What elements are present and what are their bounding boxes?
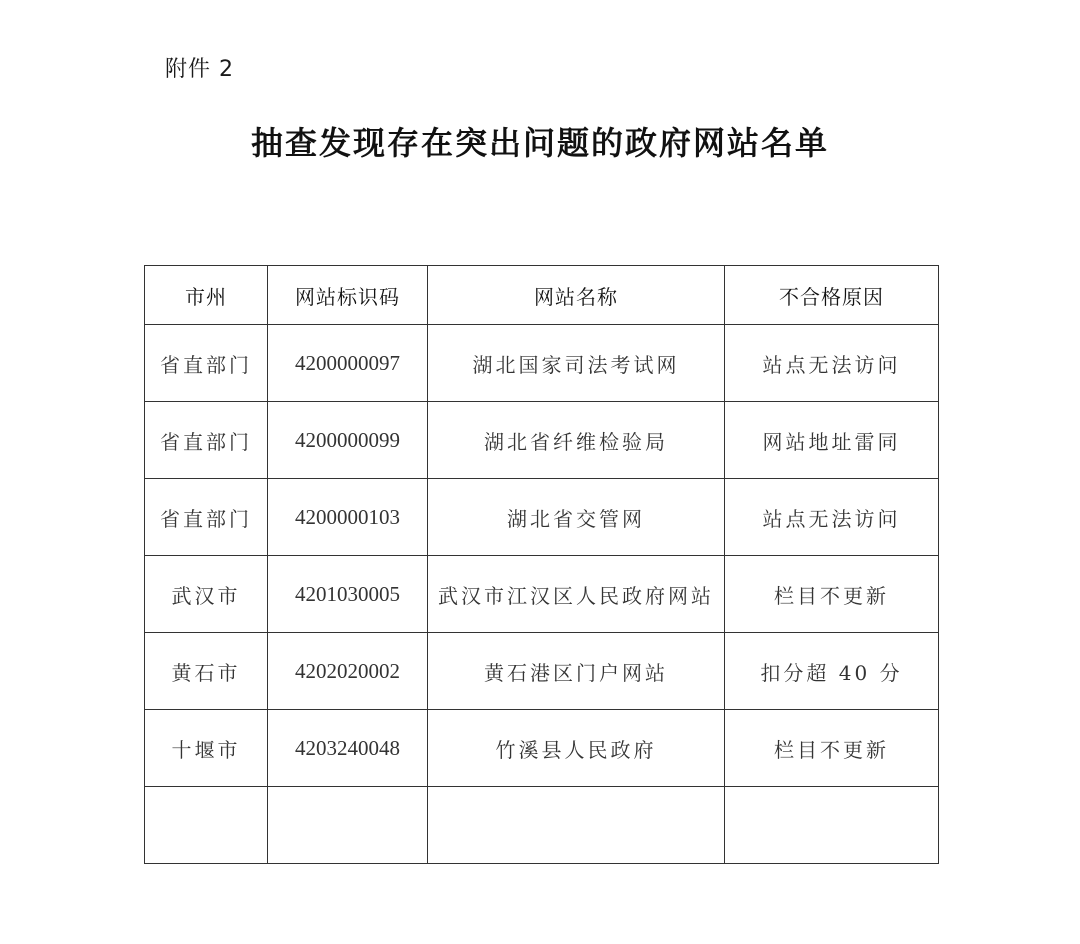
header-site-code: 网站标识码 [268,266,428,325]
cell-region: 十堰市 [145,710,268,787]
cell-site-code: 4201030005 [268,556,428,633]
cell-site-code: 4202020002 [268,633,428,710]
cell-site-code: 4200000103 [268,479,428,556]
cell-site-name: 湖北国家司法考试网 [428,325,725,402]
cell-site-name: 黄石港区门户网站 [428,633,725,710]
cell-site-name [428,787,725,864]
table-row [145,710,939,787]
table-row [145,556,939,633]
table-header-row [145,266,939,325]
cell-reason: 站点无法访问 [725,325,939,402]
cell-site-code: 4203240048 [268,710,428,787]
cell-region: 黄石市 [145,633,268,710]
cell-site-name: 湖北省纤维检验局 [428,402,725,479]
website-list-table [144,265,939,864]
header-region: 市州 [145,266,268,325]
cell-site-code: 4200000097 [268,325,428,402]
cell-reason: 扣分超 40 分 [725,633,939,710]
cell-reason: 栏目不更新 [725,710,939,787]
cell-region: 省直部门 [145,479,268,556]
header-site-name: 网站名称 [428,266,725,325]
table-row [145,325,939,402]
table-row [145,633,939,710]
cell-region: 省直部门 [145,325,268,402]
table-row [145,402,939,479]
cell-site-name: 竹溪县人民政府 [428,710,725,787]
cell-reason: 站点无法访问 [725,479,939,556]
cell-reason: 网站地址雷同 [725,402,939,479]
cell-region: 武汉市 [145,556,268,633]
cell-region [145,787,268,864]
cell-site-name: 武汉市江汉区人民政府网站 [428,556,725,633]
cell-region: 省直部门 [145,402,268,479]
table-row-empty [145,787,939,864]
document-title: 抽查发现存在突出问题的政府网站名单 [250,124,829,162]
cell-site-code [268,787,428,864]
cell-site-code: 4200000099 [268,402,428,479]
header-reason: 不合格原因 [725,266,939,325]
attachment-label: 附件 2 [165,57,234,82]
table-row [145,479,939,556]
cell-site-name: 湖北省交管网 [428,479,725,556]
cell-reason: 栏目不更新 [725,556,939,633]
cell-reason [725,787,939,864]
